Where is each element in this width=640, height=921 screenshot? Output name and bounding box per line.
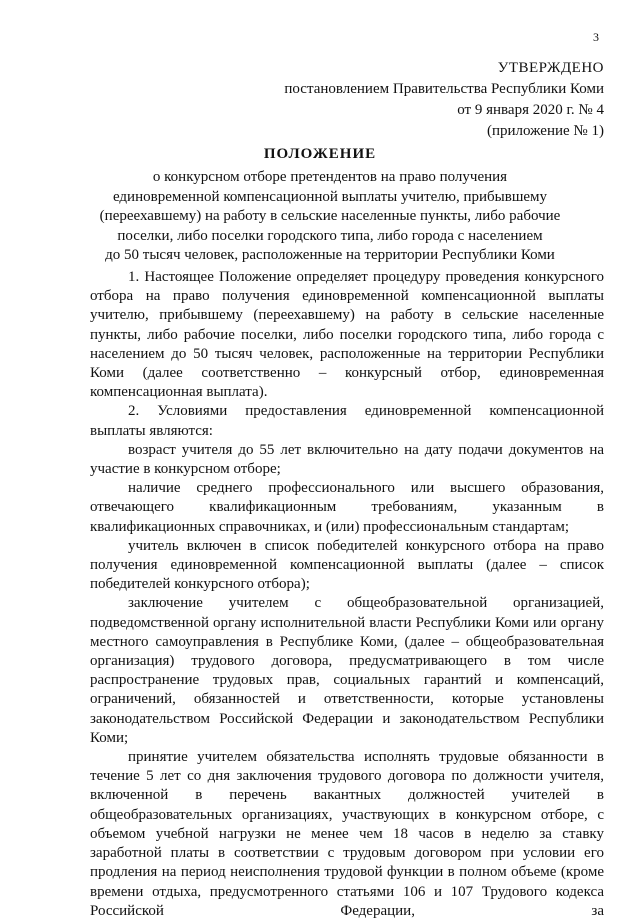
approval-block bbox=[224, 58, 604, 142]
subtitle-line: единовременной компенсационной выплаты учителю, прибывшему bbox=[112, 188, 548, 205]
subtitle-line: поселки, либо поселки городского типа, либо города с населением bbox=[117, 227, 543, 244]
subtitle-line: до 50 тысяч человек, расположенные на территории Республики Коми bbox=[105, 247, 555, 263]
document-body bbox=[90, 268, 604, 921]
paragraph-education: наличие среднего профессионального или высшего образования, отвечающего квалификационным требованиям, указанным в квалификационных справочниках, и (или) профессиональным стандартам; bbox=[90, 480, 604, 535]
subtitle-line: (переехавшему) на работу в сельские населенные пункты, либо рабочие bbox=[99, 208, 561, 224]
paragraph-contract: заключение учителем с общеобразовательной организацией, подведомственной органу исполнительной власти Республики Коми или органу местного самоуправления в Республике Коми, (далее – общеобразовательная организация) трудового договора, предусматривающего в том числе распространение трудовых прав, социальных гарантий и компенсаций, ограничений, обязанностей и ответственности, которые установлены законодательством Российской Федерации и законодательством Республики Коми; bbox=[90, 595, 604, 746]
approval-appendix: (приложение № 1) bbox=[486, 123, 604, 139]
document-subtitle bbox=[60, 168, 600, 266]
approval-title: УТВЕРЖДЕНО bbox=[497, 60, 604, 76]
paragraph-1: 1. Настоящее Положение определяет процедуру проведения конкурсного отбора на право получения единовременной компенсационной выплаты учителю, прибывшему (переехавшему) на работу в сельские населенные пункты, либо рабочие поселки, либо поселки городского типа, либо города с населением до 50 тысяч человек, расположенные на территории Республики Коми (далее соответственно – конкурсный отбор, единовременная компенсационная выплата). bbox=[90, 269, 604, 401]
approval-decree: постановлением Правительства Республики Коми bbox=[284, 81, 604, 97]
paragraph-winners-list: учитель включен в список победителей конкурсного отбора на право получения единовременной компенсационной выплаты (далее – список победителей конкурсного отбора); bbox=[90, 537, 604, 593]
page-number: 3 bbox=[593, 30, 599, 44]
document-title: ПОЛОЖЕНИЕ bbox=[263, 146, 377, 162]
approval-date: от 9 января 2020 г. № 4 bbox=[457, 102, 604, 118]
subtitle-line: о конкурсном отборе претендентов на право получения bbox=[152, 169, 508, 185]
paragraph-age: возраст учителя до 55 лет включительно на дату подачи документов на участие в конкурсном отборе; bbox=[90, 441, 604, 478]
paragraph-obligation: принятие учителем обязательства исполнять трудовые обязанности в течение 5 лет со дня заключения трудового договора по должности учителя, включенной в перечень вакантных должностей учителей в общеобразовательных организациях, участвующих в конкурсном отборе, с объемом учебной нагрузки не менее чем 18 часов в неделю за ставку заработной платы в соответствии с трудовым договором при условии его продления на период неисполнения трудовой функции в полном объеме (кроме времени отдыха, предусмотренного статьями 106 и 107 Трудового кодекса Российской Федерации, за bbox=[90, 749, 604, 919]
paragraph-2: 2. Условиями предоставления единовременной компенсационной выплаты являются: bbox=[90, 403, 604, 439]
